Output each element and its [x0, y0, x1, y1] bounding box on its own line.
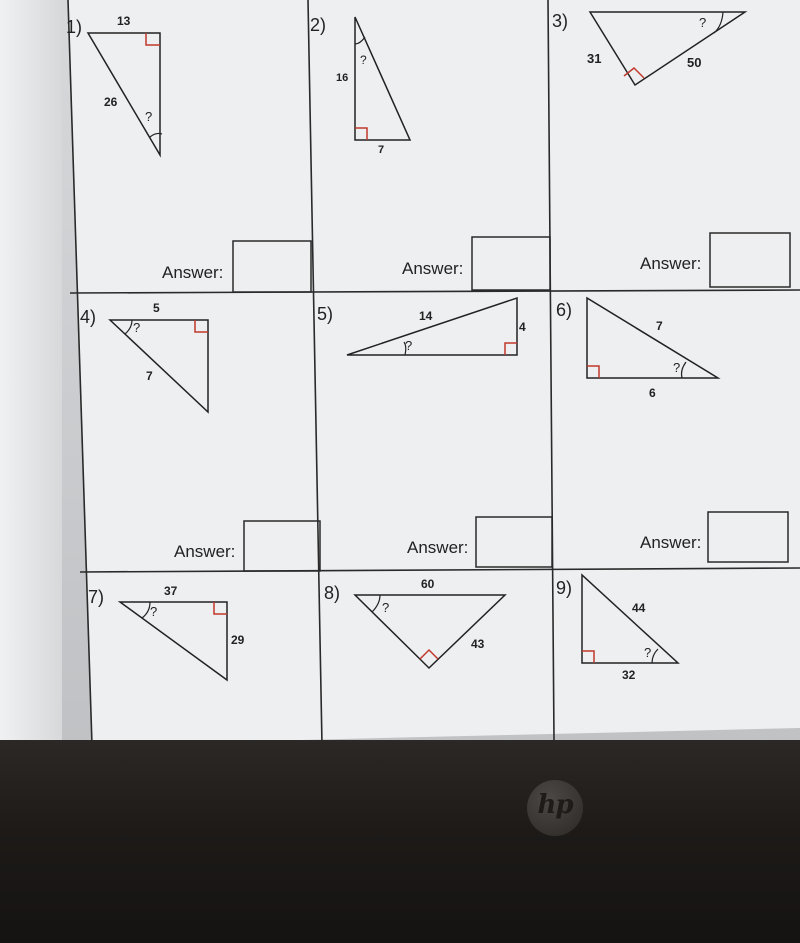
side-label-8a: 60	[421, 577, 435, 591]
answer-label-4: Answer:	[174, 542, 236, 561]
answer-label-1: Answer:	[162, 263, 224, 282]
side-label-6a: 7	[656, 319, 663, 333]
side-label-1a: 13	[117, 14, 131, 28]
side-label-4a: 5	[153, 301, 160, 315]
problem-number-3: 3)	[552, 11, 569, 31]
angle-label-1: ?	[145, 109, 153, 124]
side-label-3a: 31	[587, 51, 602, 66]
side-label-1b: 26	[104, 95, 118, 109]
answer-label-2: Answer:	[402, 259, 464, 278]
hp-logo-text: hp	[537, 790, 573, 820]
problem-number-4: 4)	[80, 307, 97, 327]
angle-label-8: ?	[382, 600, 390, 615]
problem-number-6: 6)	[556, 300, 573, 320]
side-label-5a: 14	[419, 309, 433, 323]
worksheet-paper	[68, 0, 800, 745]
angle-label-9: ?	[644, 645, 652, 660]
side-label-3b: 50	[687, 55, 702, 70]
side-label-5b: 4	[519, 320, 526, 334]
side-label-9b: 32	[622, 668, 636, 682]
side-label-2b: 7	[378, 144, 385, 156]
problem-number-1: 1)	[66, 17, 83, 37]
answer-label-3: Answer:	[640, 254, 702, 273]
problem-number-5: 5)	[317, 304, 334, 324]
angle-label-5: ?	[405, 338, 413, 353]
side-label-2a: 16	[336, 72, 349, 84]
problem-number-8: 8)	[324, 583, 341, 603]
laptop-bezel	[0, 740, 800, 943]
problem-number-2: 2)	[310, 15, 327, 35]
answer-label-6: Answer:	[640, 533, 702, 552]
angle-label-2: ?	[360, 53, 367, 67]
side-label-7b: 29	[231, 633, 245, 647]
side-label-9a: 44	[632, 601, 646, 615]
angle-label-3: ?	[699, 15, 707, 30]
angle-label-4: ?	[133, 320, 141, 335]
side-label-7a: 37	[164, 584, 178, 598]
problem-number-9: 9)	[556, 578, 573, 598]
angle-label-6: ?	[673, 360, 681, 375]
side-label-6b: 6	[649, 386, 656, 400]
angle-label-7: ?	[150, 604, 158, 619]
problem-number-7: 7)	[88, 587, 105, 607]
answer-label-5: Answer:	[407, 538, 469, 557]
side-label-4b: 7	[146, 369, 153, 383]
side-label-8b: 43	[471, 637, 485, 651]
